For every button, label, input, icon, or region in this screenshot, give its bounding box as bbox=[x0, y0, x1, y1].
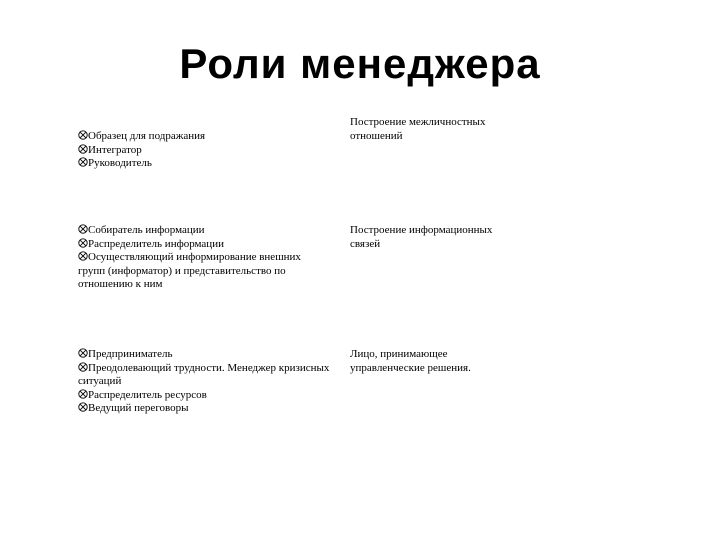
circled-times-icon bbox=[78, 238, 88, 248]
circled-times-icon bbox=[78, 251, 88, 261]
circled-times-icon bbox=[78, 362, 88, 372]
category-interpersonal: Построение межличностных отношений bbox=[350, 116, 486, 142]
list-item: Ведущий переговоры bbox=[78, 402, 330, 416]
circled-times-icon bbox=[78, 157, 88, 167]
circled-times-icon bbox=[78, 402, 88, 412]
list-item: Интегратор bbox=[78, 144, 330, 158]
roles-list-decisional bbox=[78, 348, 330, 416]
circled-times-icon bbox=[78, 224, 88, 234]
roles-list-informational bbox=[78, 224, 330, 292]
list-item: Руководитель bbox=[78, 157, 330, 171]
roles-list-interpersonal bbox=[78, 130, 330, 171]
list-item: Осуществляющий информирование внешних групп (информатор) и представительство по отношению к ним bbox=[78, 251, 301, 291]
circled-times-icon bbox=[78, 389, 88, 399]
list-item: Образец для подражания bbox=[78, 130, 330, 144]
list-item: Преодолевающий трудности. Менеджер кризисных ситуаций bbox=[78, 361, 330, 388]
list-item: Распределитель ресурсов bbox=[78, 389, 330, 403]
circled-times-icon bbox=[78, 130, 88, 140]
list-item: Предприниматель bbox=[78, 348, 330, 362]
circled-times-icon bbox=[78, 144, 88, 154]
category-decisional: Лицо, принимающее управленческие решения. bbox=[350, 348, 471, 374]
list-item: Собиратель информации bbox=[78, 224, 330, 238]
slide-title: Роли менеджера bbox=[179, 40, 541, 87]
category-informational: Построение информационных связей bbox=[350, 224, 493, 250]
list-item: Распределитель информации bbox=[78, 238, 330, 252]
circled-times-icon bbox=[78, 348, 88, 358]
